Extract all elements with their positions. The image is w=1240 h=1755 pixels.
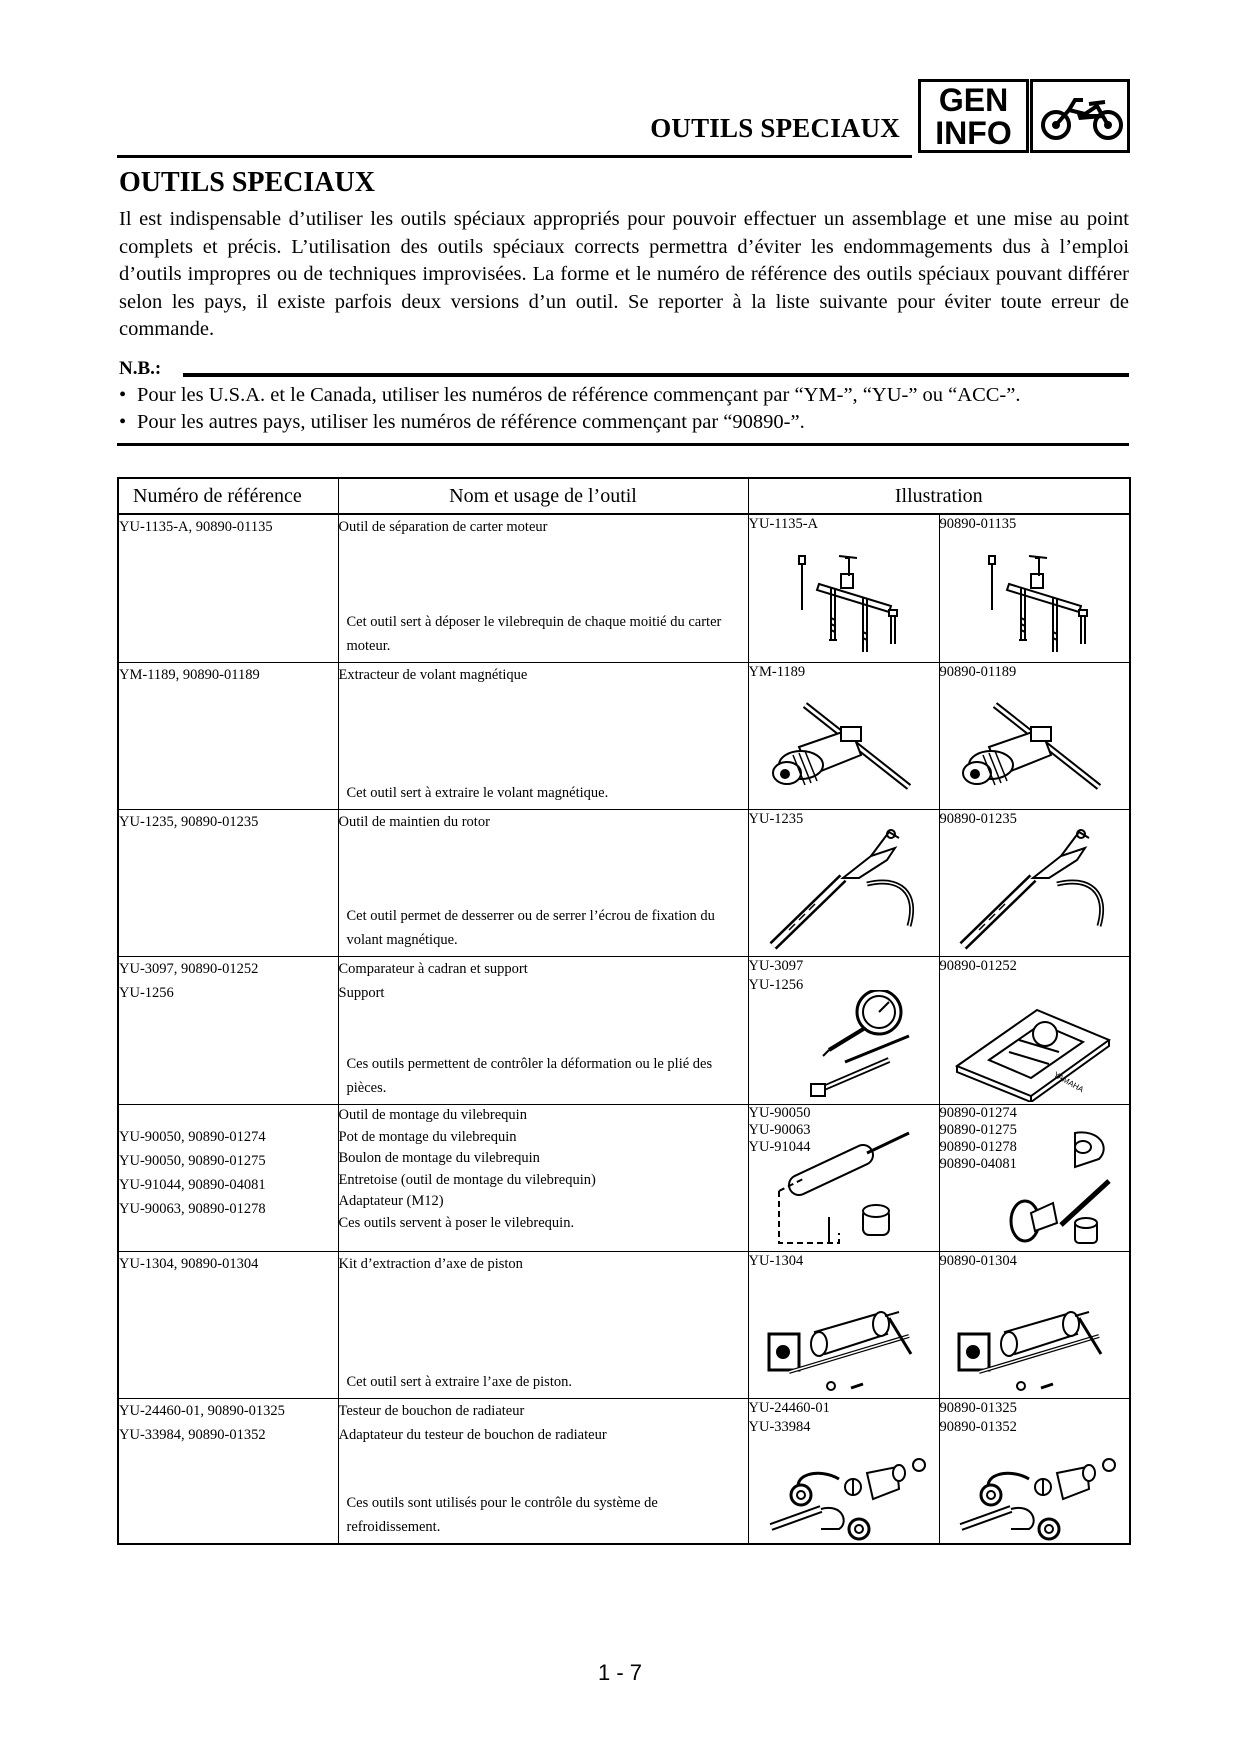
ref-number: YU-1135-A, 90890-01135 (119, 519, 273, 535)
crankshaft-installer-icon (749, 1125, 939, 1249)
flywheel-puller-icon (940, 695, 1130, 807)
illustration-code: YU-33984 (748, 1419, 811, 1435)
illustration-cell (939, 1252, 1130, 1399)
table-row (118, 810, 1130, 957)
rotor-holder-icon (940, 826, 1130, 954)
tool-name: Comparateur à cadran et support (338, 961, 528, 977)
table-row (118, 1252, 1130, 1399)
table-row (118, 1105, 1130, 1252)
illustration-code: YU-1235 (748, 811, 804, 827)
gen-info-badge (918, 79, 1029, 153)
crankcase-separator-icon (940, 548, 1130, 660)
illustration-code: 90890-01278 (939, 1139, 1017, 1155)
tool-name-cell (338, 1252, 748, 1399)
illustration-cell (748, 1105, 939, 1252)
illustration-code: 90890-01135 (939, 516, 1017, 532)
motorcycle-icon (1039, 92, 1125, 142)
note-label: N.B.: (119, 358, 162, 379)
illustration-code: YU-24460-01 (748, 1400, 830, 1416)
ref-number: YU-3097, 90890-01252 (119, 961, 259, 977)
tool-usage: Cet outil sert à extraire l’axe de piston. (346, 1374, 572, 1390)
tool-name: Outil de séparation de carter moteur (338, 519, 548, 535)
ref-number: YU-90050, 90890-01275 (119, 1153, 266, 1169)
illustration-cell (939, 810, 1130, 957)
radiator-cap-tester-icon (940, 1453, 1130, 1541)
tool-name-cell (338, 663, 748, 810)
tool-name-cell (338, 1105, 748, 1252)
illustration-code: YU-3097 (748, 958, 804, 974)
table-row (118, 1399, 1130, 1545)
illustration-code: 90890-01189 (939, 664, 1017, 680)
ref-number: YU-90063, 90890-01278 (119, 1201, 266, 1217)
illustration-cell (939, 957, 1130, 1105)
tool-name: Support (338, 985, 385, 1001)
tool-name: Boulon de montage du vilebrequin (338, 1150, 540, 1166)
ref-number: YU-91044, 90890-04081 (119, 1177, 266, 1193)
dial-gauge-icon (940, 990, 1130, 1102)
tool-usage: Cet outil sert à extraire le volant magnétique. (346, 785, 609, 801)
ref-number: YM-1189, 90890-01189 (119, 667, 260, 683)
illustration-code: YU-1256 (748, 977, 804, 993)
illustration-code: YU-1135-A (748, 516, 819, 532)
tool-name: Ces outils servent à poser le vilebrequin. (338, 1214, 575, 1231)
table-row (118, 514, 1130, 663)
ref-number: YU-24460-01, 90890-01325 (119, 1403, 285, 1419)
ref-cell (118, 1399, 338, 1545)
svg-text:YAMAHA: YAMAHA (1052, 1069, 1086, 1095)
ref-number: YU-1256 (119, 985, 174, 1001)
tool-name-cell (338, 957, 748, 1105)
special-tools-table (117, 477, 1131, 1545)
illustration-code: YU-90050 (748, 1105, 811, 1121)
piston-pin-puller-icon (940, 1296, 1130, 1396)
badge-line-1: GEN (938, 82, 1009, 118)
table-row (118, 663, 1130, 810)
illustration-code: YU-1304 (748, 1253, 804, 1269)
tool-name-cell (338, 1399, 748, 1545)
header-ref: Numéro de référence (118, 478, 338, 514)
ref-cell (118, 810, 338, 957)
tool-name-cell (338, 514, 748, 663)
note-item: • Pour les U.S.A. et le Canada, utiliser les numéros de référence commençant par “YM-”, “YU-” ou “ACC-”. (119, 382, 1020, 409)
tool-name: Pot de montage du vilebrequin (338, 1128, 517, 1145)
tool-name: Outil de maintien du rotor (338, 814, 490, 830)
flywheel-puller-icon (749, 695, 939, 807)
illustration-code: 90890-04081 (939, 1156, 1017, 1172)
illustration-code: 90890-01235 (939, 811, 1017, 827)
tool-name: Entretoise (outil de montage du vilebrequin) (338, 1171, 596, 1188)
dial-gauge-icon (749, 990, 939, 1102)
illustration-cell (748, 810, 939, 957)
illustration-cell (939, 514, 1130, 663)
illustration-code: 90890-01252 (939, 958, 1017, 974)
ref-cell (118, 957, 338, 1105)
note-end-rule (117, 443, 1129, 446)
tool-usage: Cet outil permet de desserrer ou de serrer l’écrou de fixation du volant magnétique. (346, 908, 715, 948)
tool-usage: Ces outils sont utilisés pour le contrôle du système de refroidissement. (346, 1495, 658, 1535)
tool-name: Extracteur de volant magnétique (338, 667, 528, 683)
crankcase-separator-icon (749, 548, 939, 660)
illustration-cell (939, 1399, 1130, 1545)
tool-name: Adaptateur du testeur de bouchon de radiateur (338, 1427, 607, 1443)
ref-number: YU-1235, 90890-01235 (119, 814, 259, 830)
section-title: OUTILS SPECIAUX (119, 167, 375, 198)
rotor-holder-icon (749, 826, 939, 954)
illustration-cell (748, 663, 939, 810)
note-list (119, 382, 1020, 436)
tool-name: Outil de montage du vilebrequin (338, 1107, 527, 1123)
illustration-cell (939, 663, 1130, 810)
tool-usage: Ces outils permettent de contrôler la déformation ou le plié des pièces. (346, 1056, 713, 1096)
note-rule (183, 373, 1129, 377)
table-row (118, 957, 1130, 1105)
crankshaft-installer-icon (940, 1125, 1130, 1249)
illustration-code: YU-90063 (748, 1122, 811, 1138)
ref-cell (118, 663, 338, 810)
illustration-code: 90890-01275 (939, 1122, 1017, 1138)
ref-cell (118, 514, 338, 663)
ref-cell (118, 1252, 338, 1399)
radiator-cap-tester-icon (749, 1453, 939, 1541)
illustration-code: YU-91044 (748, 1139, 811, 1155)
illustration-code: 90890-01352 (939, 1419, 1017, 1435)
motorcycle-badge (1030, 79, 1130, 153)
page-number: 1 - 7 (597, 1660, 643, 1685)
illustration-code: YM-1189 (748, 664, 806, 680)
header-illustration: Illustration (748, 478, 1130, 514)
illustration-cell (939, 1105, 1130, 1252)
table-header-row (118, 478, 1130, 514)
illustration-code: 90890-01304 (939, 1253, 1017, 1269)
ref-cell (118, 1105, 338, 1252)
illustration-cell (748, 514, 939, 663)
tool-name: Adaptateur (M12) (338, 1193, 444, 1209)
ref-number: YU-33984, 90890-01352 (119, 1427, 266, 1443)
illustration-cell (748, 957, 939, 1105)
illustration-cell (748, 1399, 939, 1545)
illustration-code: 90890-01274 (939, 1105, 1017, 1121)
illustration-code: 90890-01325 (939, 1400, 1017, 1416)
ref-number: YU-90050, 90890-01274 (119, 1129, 266, 1145)
tool-name: Kit d’extraction d’axe de piston (338, 1256, 523, 1272)
badge-line-2: INFO (935, 115, 1012, 151)
tool-name-cell (338, 810, 748, 957)
ref-number: YU-1304, 90890-01304 (119, 1256, 259, 1272)
illustration-cell (748, 1252, 939, 1399)
header-rule (117, 155, 912, 158)
tool-usage: Cet outil sert à déposer le vilebrequin de chaque moitié du carter moteur. (346, 614, 722, 654)
piston-pin-puller-icon (749, 1296, 939, 1396)
note-item: • Pour les autres pays, utiliser les numéros de référence commençant par “90890-”. (119, 409, 1020, 436)
intro-paragraph: Il est indispensable d’utiliser les outils spéciaux appropriés pour pouvoir effectuer un assemblage et une mise au point complets et précis. L’utilisation des outils spéciaux corrects permettra d’éviter les endommagements dus à l’emploi d’outils impropres ou de techniques improvisées. La forme et le numéro de référence des outils spéciaux pouvant différer selon les pays, il existe parfois deux versions d’un outil. Se reporter à la liste suivante pour éviter toute erreur de commande. (119, 208, 1129, 340)
header-title: OUTILS SPECIAUX (650, 113, 900, 143)
header-name: Nom et usage de l’outil (338, 478, 748, 514)
tool-name: Testeur de bouchon de radiateur (338, 1403, 525, 1419)
